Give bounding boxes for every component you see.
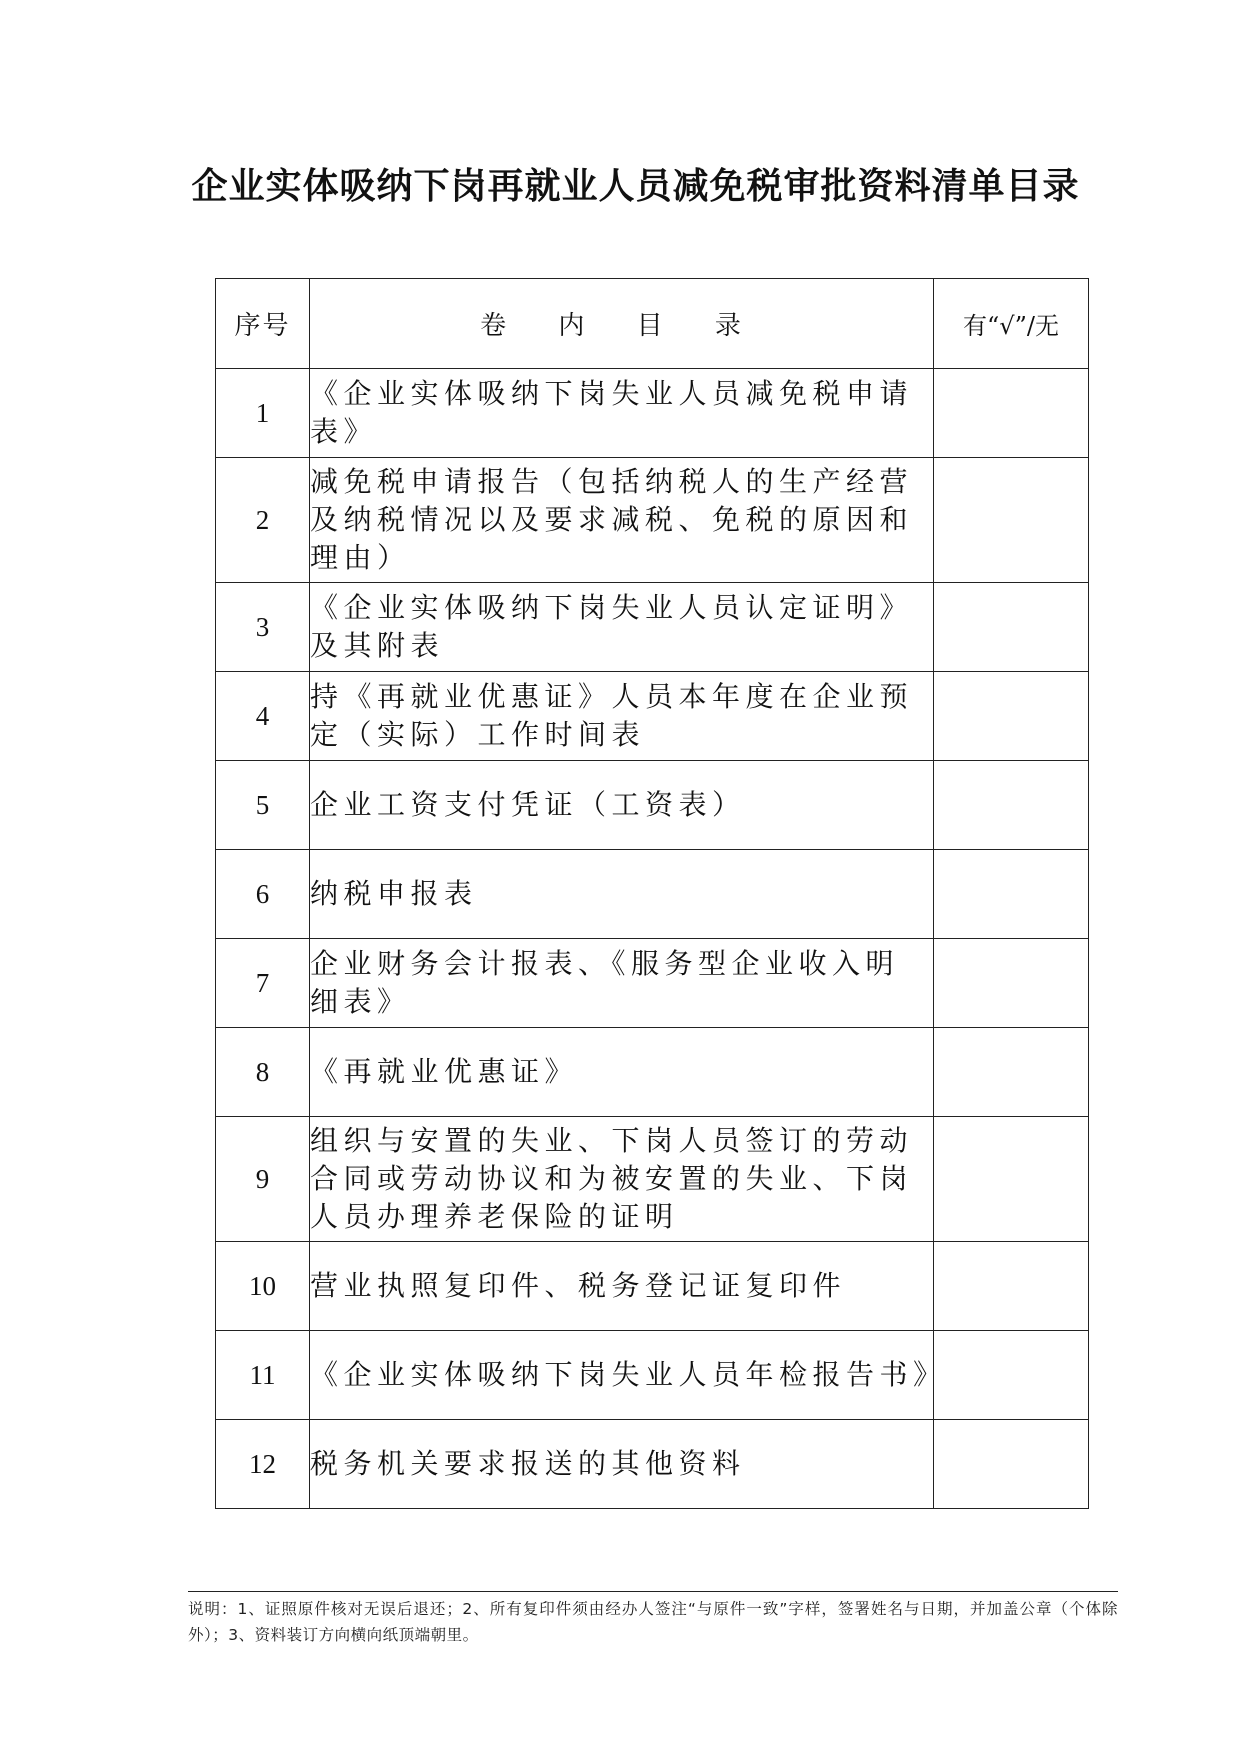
table-row <box>216 761 1089 850</box>
row-serial-number: 9 <box>216 1117 310 1242</box>
row-document-description <box>310 1331 947 1420</box>
row-document-description <box>310 369 934 458</box>
row-present-check-cell[interactable] <box>934 850 1089 939</box>
table-row <box>216 1242 1089 1331</box>
row-present-check-cell[interactable] <box>934 1242 1089 1331</box>
row-document-description <box>310 1028 934 1117</box>
table-row <box>216 1117 1089 1242</box>
row-document-description <box>310 458 934 583</box>
row-present-check-cell[interactable] <box>934 1117 1089 1242</box>
table-body <box>216 369 1089 1509</box>
table-row <box>216 1028 1089 1117</box>
description-line: 及纳税情况以及要求减税、免税的原因和 <box>310 503 914 536</box>
row-present-check-cell[interactable] <box>934 939 1089 1028</box>
header-present-check: 有“√”/无 <box>934 279 1089 369</box>
row-serial-number: 5 <box>216 761 310 850</box>
description-line: 《企业实体吸纳下岗失业人员年检报告书》 <box>310 1358 947 1391</box>
description-line: 合同或劳动协议和为被安置的失业、下岗 <box>310 1162 914 1195</box>
table-row <box>216 850 1089 939</box>
checklist-table <box>215 278 1089 1509</box>
table-row <box>216 672 1089 761</box>
row-serial-number: 8 <box>216 1028 310 1117</box>
table-row <box>216 1331 1089 1420</box>
footnote-note: 说明：1、证照原件核对无误后退还；2、所有复印件须由经办人签注“与原件一致”字样，签署姓名与日期，并加盖公章（个体除外）；3、资料装订方向横向纸顶端朝里。 <box>188 1600 1118 1644</box>
description-line: 定（实际）工作时间表 <box>310 718 646 751</box>
page-title: 企业实体吸纳下岗再就业人员减免税审批资料清单目录 <box>191 165 1080 207</box>
description-line: 《企业实体吸纳下岗失业人员认定证明》 <box>310 591 914 624</box>
row-serial-number: 3 <box>216 583 310 672</box>
row-serial-number: 6 <box>216 850 310 939</box>
header-contents: 卷 内 目 录 <box>310 279 934 369</box>
row-serial-number: 1 <box>216 369 310 458</box>
description-line: 及其附表 <box>310 629 445 662</box>
description-line: 《企业实体吸纳下岗失业人员减免税申请 <box>310 377 914 410</box>
row-serial-number: 7 <box>216 939 310 1028</box>
row-document-description <box>310 1242 934 1331</box>
row-present-check-cell[interactable] <box>934 458 1089 583</box>
row-document-description <box>310 1420 934 1509</box>
row-present-check-cell[interactable] <box>934 583 1089 672</box>
description-line: 持《再就业优惠证》人员本年度在企业预 <box>310 680 914 713</box>
description-line: 营业执照复印件、税务登记证复印件 <box>310 1269 847 1302</box>
description-line: 《再就业优惠证》 <box>310 1055 579 1088</box>
row-document-description <box>310 939 934 1028</box>
row-present-check-cell[interactable] <box>934 1420 1089 1509</box>
row-present-check-cell[interactable] <box>934 672 1089 761</box>
row-serial-number: 10 <box>216 1242 310 1331</box>
header-serial-number: 序号 <box>216 279 310 369</box>
description-line: 税务机关要求报送的其他资料 <box>310 1447 746 1480</box>
table-row <box>216 583 1089 672</box>
table-header-row <box>216 279 1089 369</box>
row-present-check-cell[interactable] <box>934 1331 1089 1420</box>
row-document-description <box>310 1117 934 1242</box>
description-line: 减免税申请报告（包括纳税人的生产经营 <box>310 465 914 498</box>
row-document-description <box>310 761 934 850</box>
description-line: 细表》 <box>310 985 411 1018</box>
row-document-description <box>310 583 934 672</box>
table-row <box>216 1420 1089 1509</box>
description-line: 人员办理养老保险的证明 <box>310 1200 679 1233</box>
table-row <box>216 458 1089 583</box>
description-line: 理由） <box>310 541 411 574</box>
table-row <box>216 369 1089 458</box>
description-line: 企业工资支付凭证（工资表） <box>310 788 746 821</box>
row-serial-number: 2 <box>216 458 310 583</box>
row-present-check-cell[interactable] <box>934 761 1089 850</box>
table-row <box>216 939 1089 1028</box>
row-serial-number: 12 <box>216 1420 310 1509</box>
description-line: 组织与安置的失业、下岗人员签订的劳动 <box>310 1124 914 1157</box>
row-serial-number: 11 <box>216 1331 310 1420</box>
footnote-divider <box>188 1591 1118 1592</box>
description-line: 表》 <box>310 415 378 448</box>
row-document-description <box>310 850 934 939</box>
description-line: 纳税申报表 <box>310 877 478 910</box>
row-document-description <box>310 672 934 761</box>
row-serial-number: 4 <box>216 672 310 761</box>
row-present-check-cell[interactable] <box>934 1028 1089 1117</box>
description-line: 企业财务会计报表、《服务型企业收入明 <box>310 947 900 980</box>
row-present-check-cell[interactable] <box>934 369 1089 458</box>
